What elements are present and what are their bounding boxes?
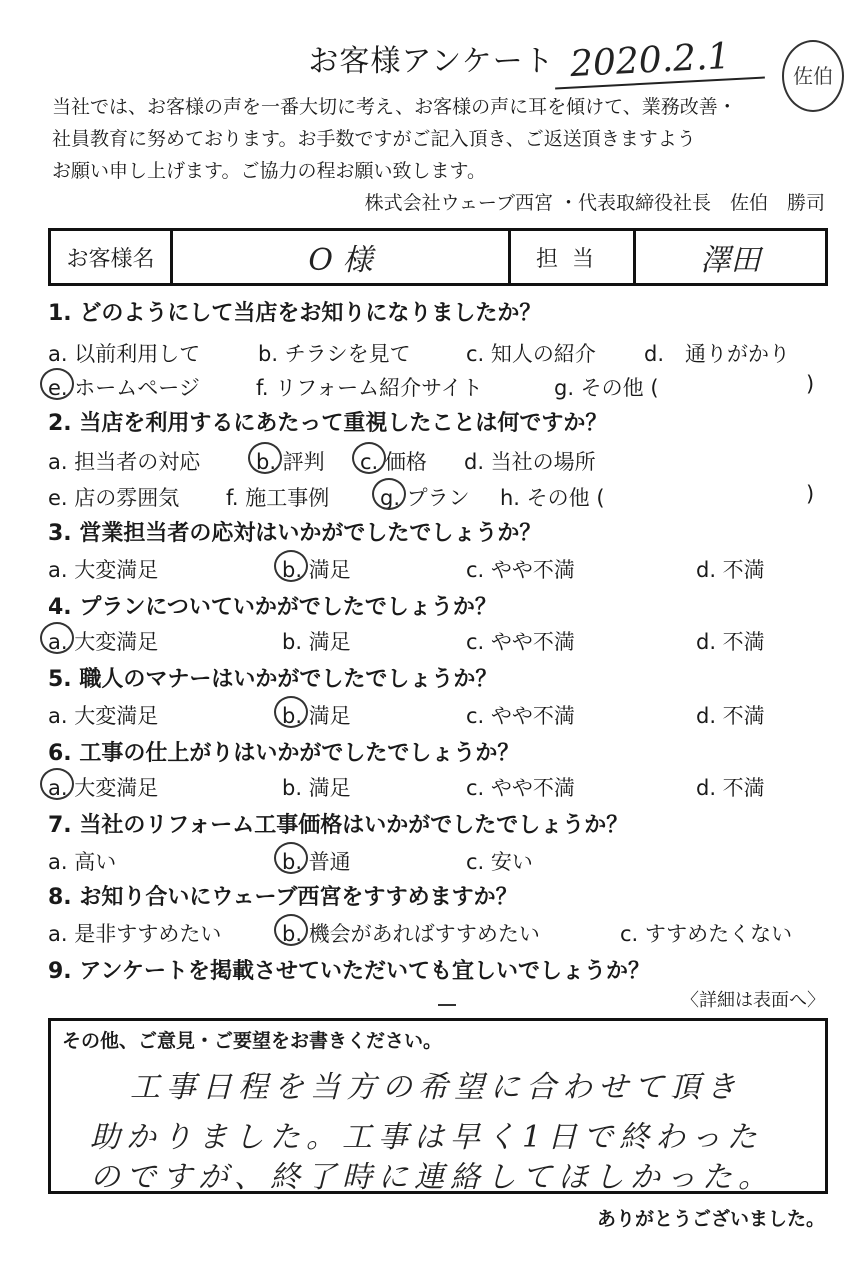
see-front-note: 〈詳細は表面へ〉 [681, 990, 825, 1011]
q4-option-c: c. やや不満 [466, 630, 575, 654]
q5-option-d: d. 不満 [696, 704, 765, 728]
q5-option-c: c. やや不満 [466, 704, 575, 728]
handwritten-date: 2020.2.1 [569, 35, 732, 86]
question-8: 8. お知り合いにウェーブ西宮をすすめますか？ [48, 885, 518, 910]
q1-option-g: g. その他 ( [554, 376, 659, 400]
intro-line-2: 社員教育に努めております。お手数ですがご記入頂き、ご返送頂きますよう [52, 128, 696, 150]
answer-mark-circle [274, 550, 308, 582]
answer-mark-circle [274, 696, 308, 728]
q2-option-g: g. プラン [380, 486, 470, 510]
question-5: 5. 職人のマナーはいかがでしたでしょうか？ [48, 667, 498, 692]
answer-mark-circle [274, 842, 308, 874]
q3-option-c: c. やや不満 [466, 558, 575, 582]
q6-option-c: c. やや不満 [466, 776, 575, 800]
answer-mark-circle [274, 914, 308, 946]
seal-text: 佐伯 [793, 64, 833, 88]
q4-option-a: a. 大変満足 [48, 630, 159, 654]
q1-option-b: b. チラシを見て [258, 342, 411, 366]
q7-option-c: c. 安い [466, 850, 533, 874]
answer-mark-circle [40, 622, 74, 654]
customer-info-table [48, 228, 828, 286]
q2-option-h-close: ) [806, 482, 815, 506]
comment-line-1: 工事日程を当方の希望に合わせて頂き [130, 1070, 742, 1105]
q7-option-a: a. 高い [48, 850, 117, 874]
q1-option-c: c. 知人の紹介 [466, 342, 596, 366]
intro-line-1: 当社では、お客様の声を一番大切に考え、お客様の声に耳を傾けて、業務改善・ [52, 96, 737, 118]
comment-line-3: のですが、終了時に連絡してほしかった。 [90, 1160, 774, 1195]
answer-mark-circle [248, 442, 282, 474]
q2-option-b: b. 評判 [256, 450, 325, 474]
q1-option-e: e. ホームページ [48, 376, 200, 400]
q3-option-d: d. 不満 [696, 558, 765, 582]
q8-option-b: b. 機会があればすすめたい [282, 922, 540, 946]
answer-mark-circle [40, 768, 74, 800]
q3-option-a: a. 大変満足 [48, 558, 159, 582]
intro-line-3: お願い申し上げます。ご協力の程お願い致します。 [52, 160, 486, 182]
q7-option-b: b. 普通 [282, 850, 351, 874]
q6-option-a: a. 大変満足 [48, 776, 159, 800]
answer-mark-circle [372, 478, 406, 510]
question-2: 2. 当店を利用するにあたって重視したことは何ですか？ [48, 411, 608, 436]
q2-option-a: a. 担当者の対応 [48, 450, 201, 474]
q8-option-a: a. 是非すすめたい [48, 922, 222, 946]
q4-option-d: d. 不満 [696, 630, 765, 654]
question-6: 6. 工事の仕上がりはいかがでしたでしょうか？ [48, 741, 520, 766]
answer-mark-circle [40, 368, 74, 400]
name-seal [782, 40, 844, 112]
q1-option-a: a. 以前利用して [48, 342, 201, 366]
q2-option-d: d. 当社の場所 [464, 450, 596, 474]
question-1: 1. どのようにして当店をお知りになりましたか？ [48, 301, 542, 326]
pen-mark [438, 1004, 456, 1006]
q6-option-b: b. 満足 [282, 776, 351, 800]
customer-name-value: O 様 [173, 231, 511, 283]
page-title: お客様アンケート [308, 44, 555, 79]
q8-option-c: c. すすめたくない [620, 922, 793, 946]
q2-option-c: c. 価格 [360, 450, 427, 474]
company-signature: 株式会社ウェーブ西宮 ・代表取締役社長 佐伯 勝司 [364, 192, 825, 214]
q5-option-b: b. 満足 [282, 704, 351, 728]
customer-label: お客様名 [51, 231, 173, 283]
q2-option-f: f. 施工事例 [226, 486, 330, 510]
answer-mark-circle [352, 442, 386, 474]
question-4: 4. プランについていかがでしたでしょうか？ [48, 595, 497, 620]
q1-option-f: f. リフォーム紹介サイト [256, 376, 483, 400]
question-9: 9. アンケートを掲載させていただいても宜しいでしょうか？ [48, 959, 651, 984]
comment-line-2: 助かりました。工事は早く1日で終わった [90, 1120, 763, 1155]
thank-you-text: ありがとうございました。 [596, 1208, 825, 1230]
q5-option-a: a. 大変満足 [48, 704, 159, 728]
q6-option-d: d. 不満 [696, 776, 765, 800]
q1-option-d: d. 通りがかり [644, 342, 791, 366]
q3-option-b: b. 満足 [282, 558, 351, 582]
question-7: 7. 当社のリフォーム工事価格はいかがでしたでしょうか？ [48, 813, 629, 838]
staff-name-value: 澤田 [700, 243, 761, 278]
comment-title: その他、ご意見・ご要望をお書きください。 [62, 1030, 443, 1052]
q1-option-g-close: ) [806, 372, 815, 396]
question-3: 3. 営業担当者の応対はいかがでしたでしょうか？ [48, 521, 542, 546]
q4-option-b: b. 満足 [282, 630, 351, 654]
staff-label: 担当 [511, 231, 636, 283]
q2-option-e: e. 店の雰囲気 [48, 486, 180, 510]
q2-option-h: h. その他 ( [500, 486, 605, 510]
